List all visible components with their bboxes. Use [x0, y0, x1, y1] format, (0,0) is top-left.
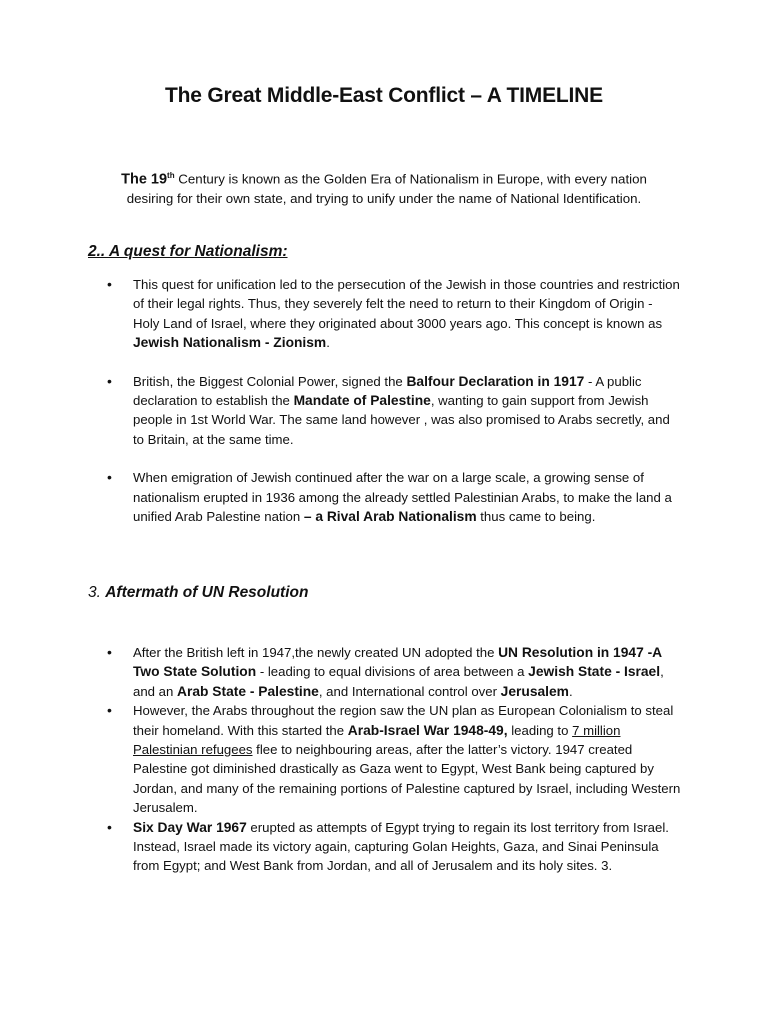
- section-3-title: Aftermath of UN Resolution: [105, 584, 309, 601]
- bold-term: Six Day War 1967: [133, 819, 247, 835]
- list-item: [133, 818, 681, 876]
- text: British, the Biggest Colonial Power, signed the: [133, 373, 407, 389]
- document-title: The Great Middle-East Conflict – A TIMELINE: [165, 84, 603, 107]
- text: After the British left in 1947,the newly created UN adopted the: [133, 645, 499, 660]
- text: flee to neighbouring areas, after the latter’s victory. 1947 created Palestine got diminished drastically as Gaza went to Egypt, West Bank being captured by Jordan, and many of the remaining portions of Palestine captured by Israel, including Western Jerusalem.: [133, 742, 681, 816]
- text: .: [326, 335, 330, 351]
- text: - leading to equal divisions of area between a: [256, 664, 529, 680]
- text: leading to: [507, 722, 573, 738]
- text: , wanting to gain support from Jewish people in 1st World War. The same land however , was also promised to Arabs secretly, and to Britain, at the same time.: [133, 393, 670, 447]
- section-2-heading: 2.. A quest for Nationalism:: [88, 243, 288, 260]
- bold-term: Jewish State - Israel: [528, 664, 661, 680]
- list-item: [133, 275, 681, 353]
- intro-text: Century is known as the Golden Era of Nationalism in Europe, with every nation desiring for their own state, and trying to unify under the name of National Identification.: [126, 171, 647, 207]
- bold-term: – a Rival Arab Nationalism: [303, 509, 477, 525]
- list-item: [133, 372, 681, 450]
- section-2-list: [133, 275, 681, 526]
- text: , and an: [133, 664, 664, 699]
- text: - A public declaration to establish the: [133, 373, 642, 409]
- text: thus came to being.: [476, 509, 596, 525]
- underlined-text: 7 million Palestinian refugees: [133, 722, 621, 758]
- section-3-list: [133, 643, 681, 876]
- section-3-number: 3.: [88, 584, 106, 601]
- bold-term: Balfour Declaration in 1917: [406, 373, 585, 389]
- intro-paragraph: [96, 166, 672, 209]
- text: This quest for unification led to the persecution of the Jewish in those countries and restriction of their legal rights. Thus, they severely felt the need to return to their Kingdom of Origin - Holy Land of Israel, where they originated about 3000 years ago. This concept is known as: [133, 277, 680, 331]
- text: , and International control over: [318, 683, 501, 699]
- text: However, the Arabs throughout the region saw the UN plan as European Colonialism to steal their homeland. With this started the: [133, 703, 674, 738]
- intro-superscript: th: [167, 171, 175, 180]
- list-item: [133, 468, 681, 526]
- bold-term: Mandate of Palestine: [293, 393, 431, 409]
- bold-term: Arab State - Palestine: [177, 683, 319, 699]
- list-item: [133, 643, 681, 701]
- text: .: [568, 683, 573, 699]
- bold-term: Jerusalem: [500, 683, 569, 699]
- list-item: [133, 701, 681, 817]
- bold-term: Jewish Nationalism - Zionism: [133, 335, 327, 351]
- intro-lead: The 19: [121, 171, 168, 188]
- bold-term: UN Resolution in 1947 -A Two State Solution: [133, 645, 662, 680]
- section-3-heading: [88, 584, 308, 602]
- text: When emigration of Jewish continued after the war on a large scale, a growing sense of nationalism erupted in 1936 among the already settled Palestinian Arabs, to make the land a unified Arab Palestine nation: [133, 470, 672, 525]
- bold-term: Arab-Israel War 1948-49,: [347, 722, 508, 738]
- text: erupted as attempts of Egypt trying to regain its lost territory from Israel. Instead, Israel made its victory again, capturing Golan Heights, Gaza, and Sinai Peninsula from Egypt; and West Bank from Jordan, and all of Jerusalem and its holy sites. 3.: [133, 819, 669, 874]
